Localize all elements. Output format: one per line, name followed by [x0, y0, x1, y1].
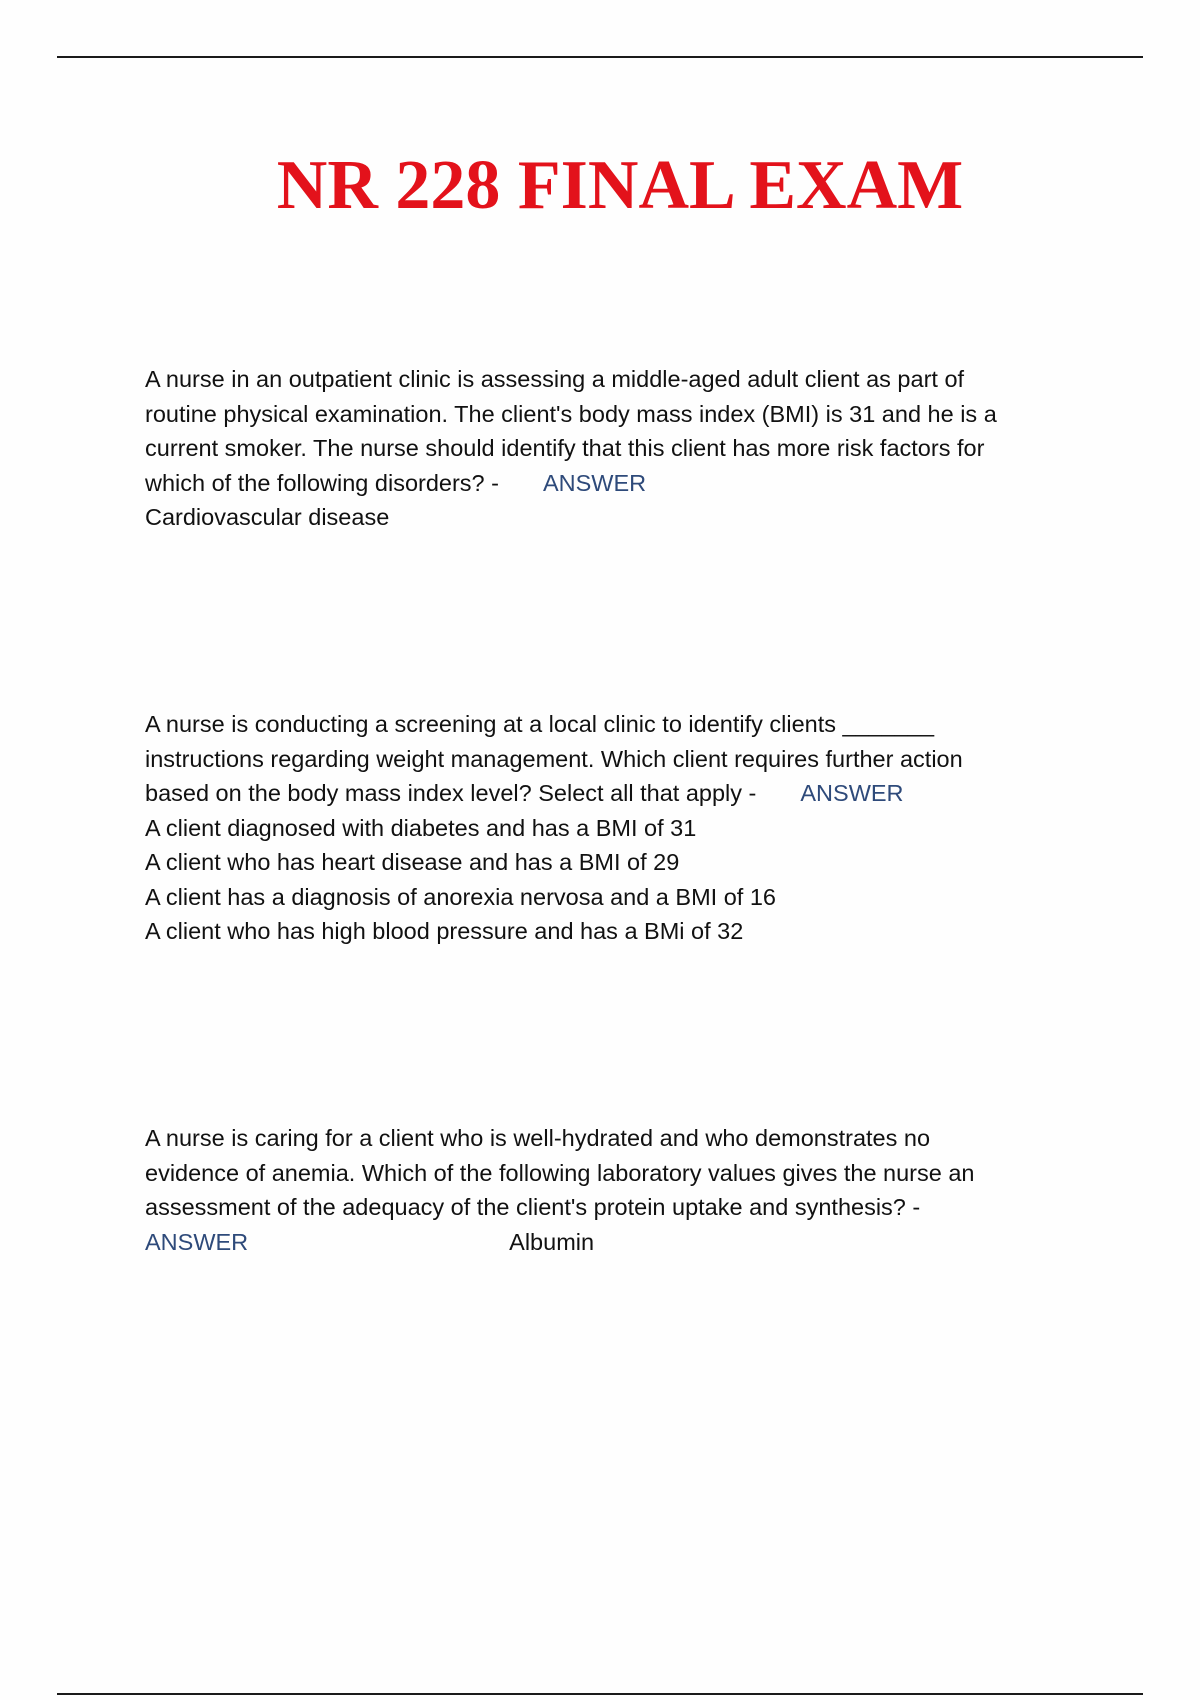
question-text-line: assessment of the adequacy of the client's protein uptake and synthesis? - — [145, 1194, 921, 1220]
page-title: NR 228 FINAL EXAM — [276, 147, 964, 224]
question-block-1 — [145, 362, 1105, 535]
answer-text: A client who has heart disease and has a BMI of 29 — [145, 849, 680, 875]
question-text-line: A nurse in an outpatient clinic is assessing a middle-aged adult client as part of — [145, 366, 965, 392]
question-text-fragment: based on the body mass index level? Select all that apply - — [145, 780, 757, 806]
top-divider — [57, 56, 1143, 58]
question-text-line: A nurse is caring for a client who is well-hydrated and who demonstrates no — [145, 1125, 931, 1151]
answer-label: ANSWER — [542, 469, 647, 496]
answer-label: ANSWER — [800, 780, 904, 806]
question-text-line: instructions regarding weight management. Which client requires further action — [145, 745, 963, 772]
question-block-2 — [145, 707, 1105, 949]
answer-text: Albumin — [509, 1228, 595, 1255]
question-block-3 — [145, 1121, 1105, 1259]
question-text-line: routine physical examination. The client's body mass index (BMI) is 31 and he is a — [145, 400, 997, 427]
question-text-line: evidence of anemia. Which of the following laboratory values gives the nurse an — [145, 1159, 975, 1186]
question-text-line: current smoker. The nurse should identify that this client has more risk factors for — [145, 435, 985, 461]
answer-text: Cardiovascular disease — [145, 504, 390, 530]
answer-label: ANSWER — [145, 1228, 249, 1255]
question-text-line: A nurse is conducting a screening at a local clinic to identify clients _______ — [145, 711, 935, 737]
answer-line — [145, 1225, 1105, 1260]
question-text-fragment: which of the following disorders? - — [145, 469, 499, 496]
answer-text: A client who has high blood pressure and has a BMi of 32 — [145, 918, 744, 944]
question-text-line — [145, 776, 1105, 811]
answer-text: A client diagnosed with diabetes and has a BMI of 31 — [145, 814, 697, 841]
bottom-divider — [57, 1693, 1143, 1695]
question-text-line — [145, 466, 1105, 501]
answer-text: A client has a diagnosis of anorexia nervosa and a BMI of 16 — [145, 883, 776, 910]
